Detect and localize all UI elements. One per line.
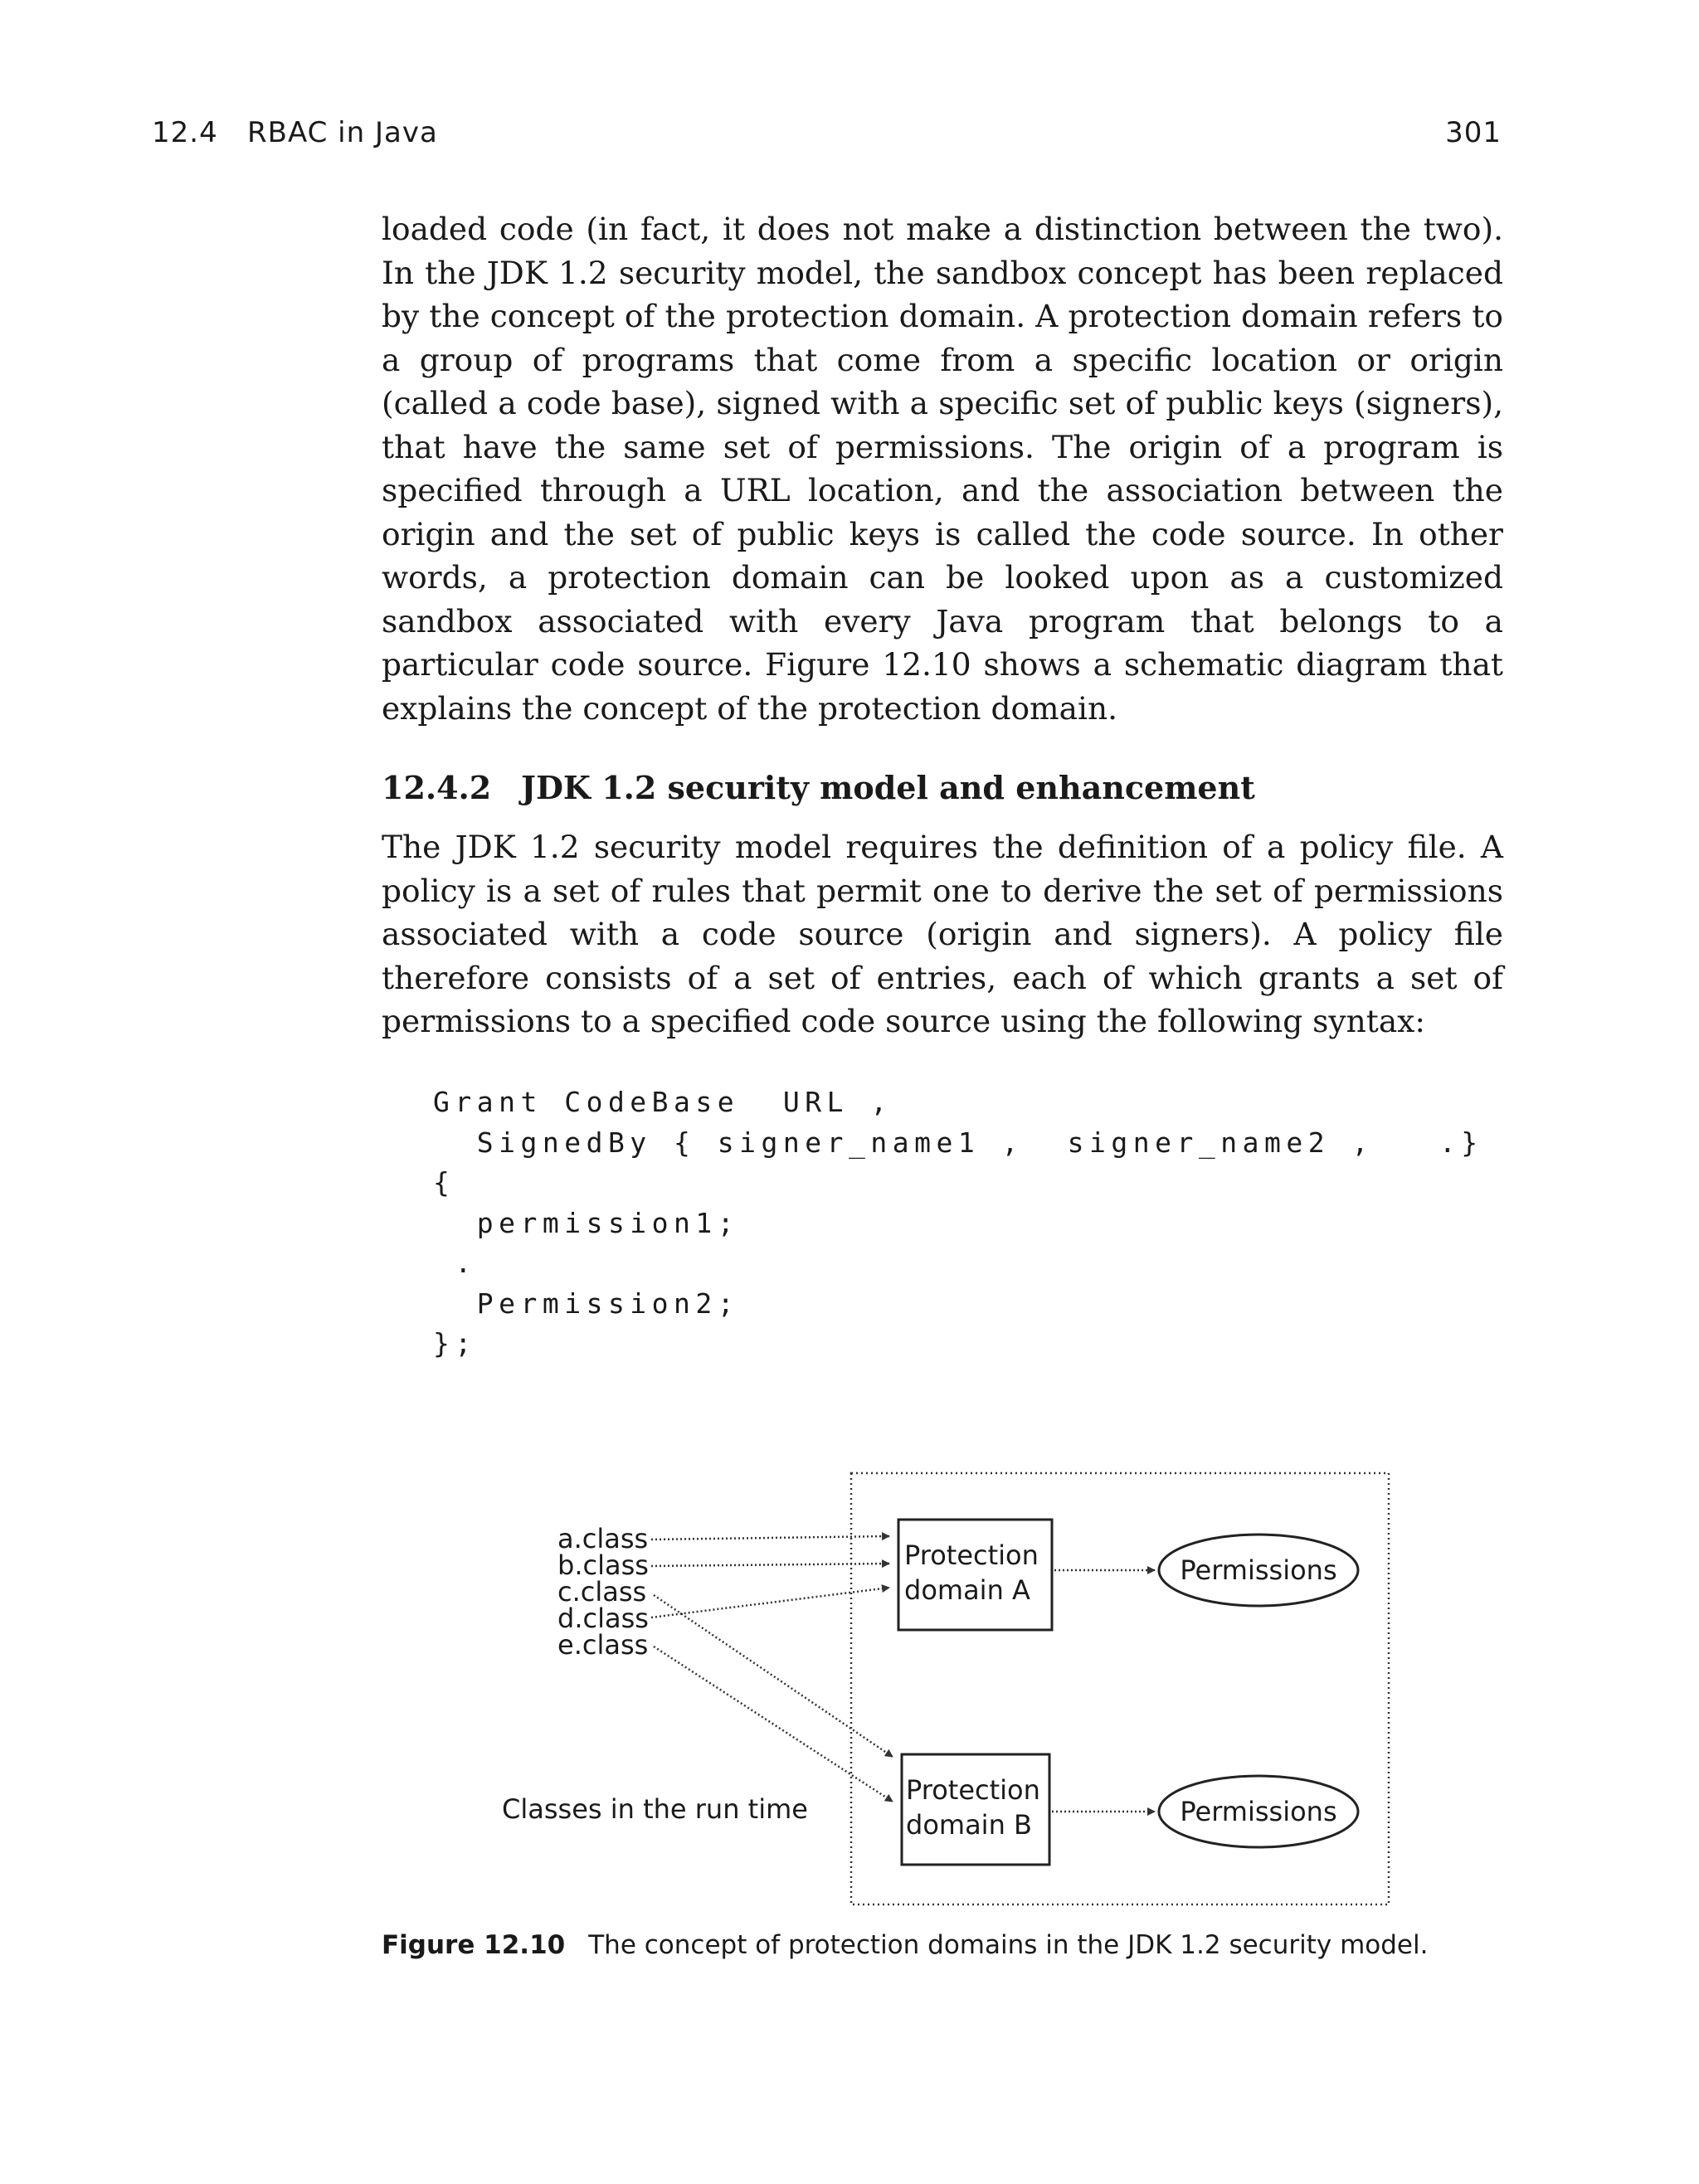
protection-domain-b-line1: Protection (906, 1774, 1040, 1806)
class-label-a: a.class (557, 1523, 649, 1554)
arrow-d-class-to-domain-a (651, 1588, 889, 1617)
class-label-e: e.class (557, 1629, 649, 1661)
body-paragraph-1: loaded code (in fact, it does not make a distinction between the two). In the JDK 1.2 security model, the sandbox concept has been replaced by the concept of the protection domain. A protection domain refers to a group of programs that come from a specific location or origin (called a code base), signed with a specific set of public keys (signers), that have the same set of permissions. The origin of a program is specified through a URL location, and the association between the origin and the set of public keys is called the code source. In other words, a protection domain can be looked upon as a customized sandbox associated with every Java program that belongs to a particular code source. Figure 12.10 shows a schematic diagram that explains the concept of the protection domain. (382, 211, 1503, 727)
policy-syntax-code-block: Grant CodeBase URL , SignedBy { signer_name1 , signer_name2 , .} { permission1; . Permission2; }; (433, 1086, 1483, 1360)
body-paragraph-2: The JDK 1.2 security model requires the definition of a policy file. A policy is a set of rules that permit one to derive the set of permissions associated with a code source (origin and signers). A policy file therefore consists of a set of entries, each of which grants a set of permissions to a specified code source using the following syntax: (382, 829, 1503, 1039)
figure-caption-label: Figure 12.10 (382, 1930, 566, 1960)
runtime-label: Classes in the run time (502, 1793, 808, 1825)
running-head-section-title: RBAC in Java (247, 116, 438, 149)
page-number: 301 (1445, 116, 1502, 149)
protection-domain-b-line2: domain B (906, 1809, 1032, 1841)
class-label-d: d.class (557, 1603, 649, 1634)
figure-caption (382, 1930, 1428, 1960)
figure-caption-text: The concept of protection domains in the JDK 1.2 security model. (588, 1930, 1429, 1960)
arrow-b-class-to-domain-a (651, 1564, 889, 1566)
arrow-a-class-to-domain-a (651, 1536, 889, 1540)
class-label-c: c.class (557, 1576, 647, 1608)
running-head (152, 116, 1502, 158)
protection-domain-a-line1: Protection (904, 1540, 1039, 1571)
section-heading (382, 767, 1255, 809)
section-heading-number: 12.4.2 (382, 769, 492, 806)
protection-domain-diagram (465, 1460, 1419, 1924)
section-heading-title: JDK 1.2 security model and enhancement (521, 769, 1255, 806)
protection-domain-a-line2: domain A (904, 1574, 1030, 1606)
arrow-c-class-to-domain-b (654, 1595, 893, 1757)
permissions-a-label: Permissions (1180, 1554, 1337, 1586)
running-head-section-number: 12.4 (152, 116, 218, 149)
arrow-e-class-to-domain-b (654, 1647, 893, 1802)
permissions-b-label: Permissions (1180, 1796, 1337, 1827)
class-label-b: b.class (557, 1549, 649, 1581)
